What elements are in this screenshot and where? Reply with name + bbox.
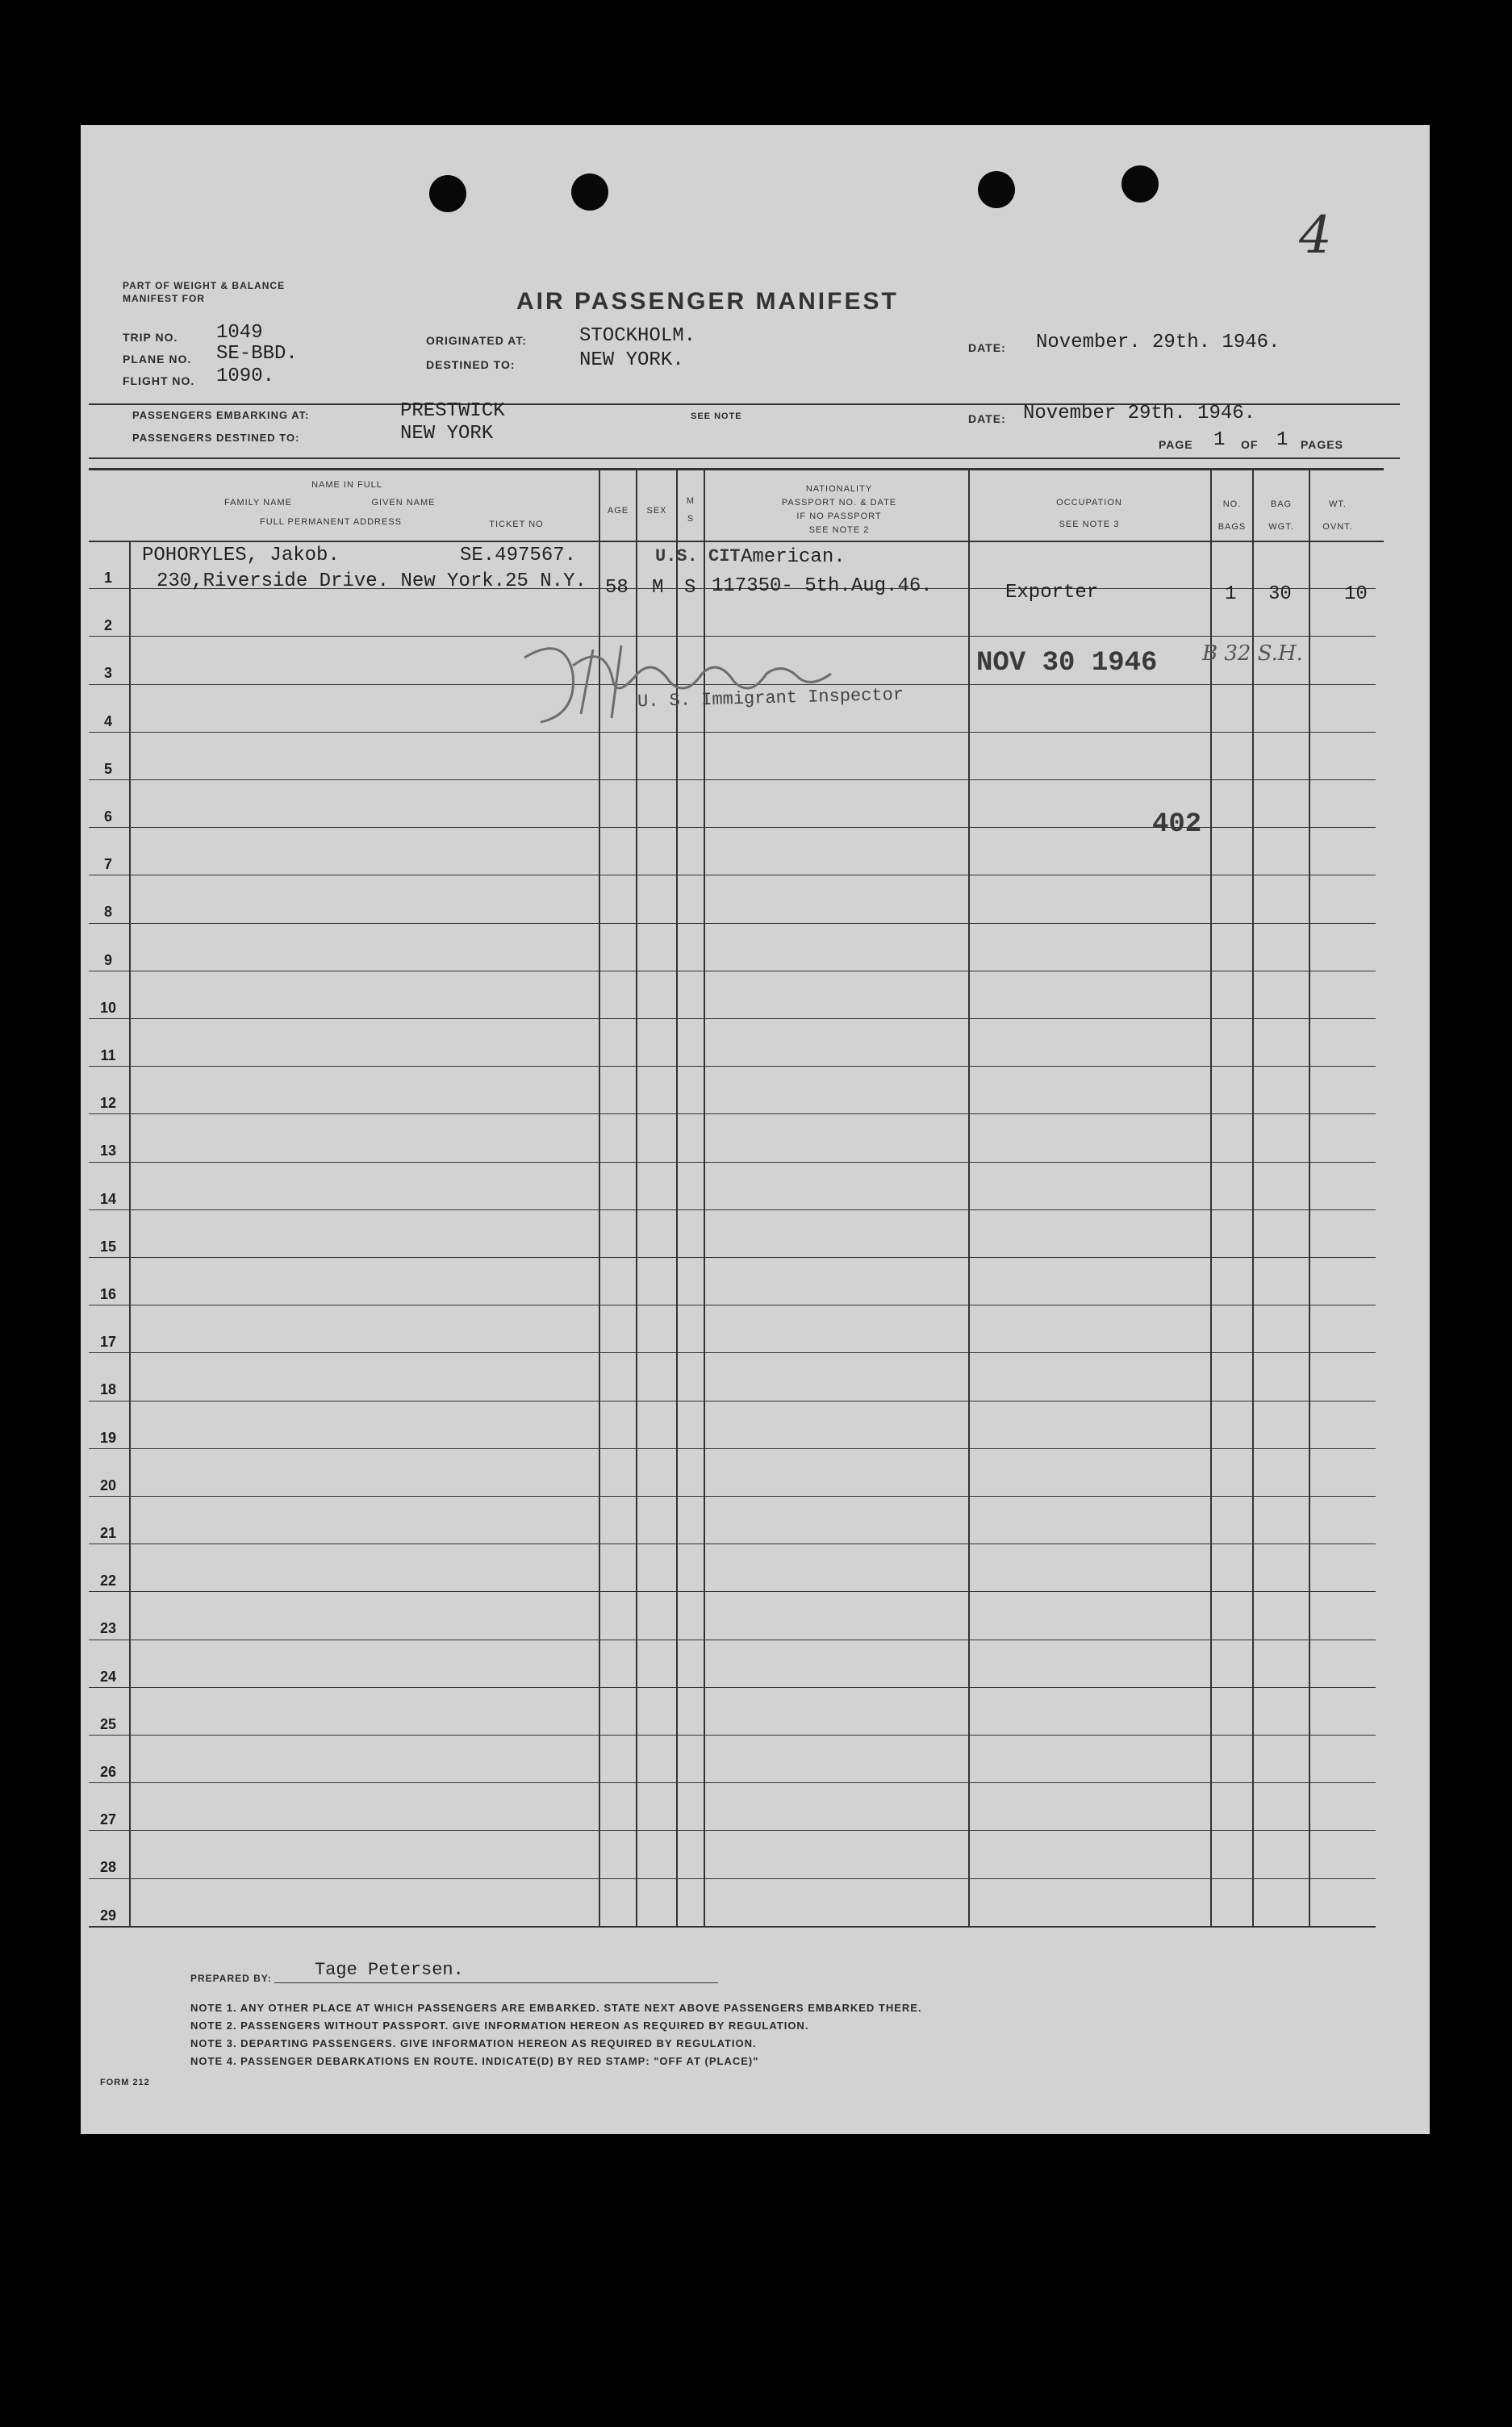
col-age: AGE: [607, 506, 629, 516]
flight-value: 1090.: [216, 366, 275, 387]
col-see-note-3: SEE NOTE 3: [1059, 520, 1120, 529]
passenger-bag-wgt: 30: [1268, 583, 1292, 605]
row-number: 17: [99, 1334, 117, 1350]
passenger-age: 58: [605, 577, 629, 599]
of-label: OF: [1241, 438, 1259, 451]
row-number: 6: [103, 808, 112, 825]
row-rule: [89, 1782, 1376, 1783]
page-mark: 4: [1299, 206, 1332, 265]
row-number: 2: [103, 617, 112, 633]
punch-hole: [571, 173, 608, 211]
row-number: 23: [99, 1620, 117, 1636]
col-no: NO.: [1222, 499, 1242, 509]
col-if-no-passport: IF NO PASSPORT: [796, 512, 882, 521]
row-number: 10: [99, 1000, 117, 1016]
flight-label: FLIGHT NO.: [123, 374, 195, 387]
col-passport: PASSPORT NO. & DATE: [781, 498, 897, 508]
row-number: 22: [99, 1573, 117, 1589]
prepared-label: PREPARED BY:: [190, 1973, 272, 1984]
destined-to-value: NEW YORK: [400, 423, 494, 445]
row-rule: [89, 1352, 1376, 1353]
col-sex: SEX: [646, 506, 667, 516]
row-number: 20: [99, 1477, 117, 1493]
col-name-in-full: NAME IN FULL: [311, 480, 382, 490]
col-see-note-2: SEE NOTE 2: [808, 525, 870, 535]
row-number: 7: [103, 856, 112, 872]
row-number: 25: [99, 1716, 117, 1732]
row-number: 26: [99, 1764, 117, 1780]
row-number: 16: [99, 1286, 117, 1302]
col-s: S: [687, 514, 695, 524]
col-divider: [1252, 470, 1254, 1926]
table-header-rule: [89, 541, 1384, 542]
row-rule: [89, 1735, 1376, 1736]
originated-value: STOCKHOLM.: [579, 325, 696, 347]
row-number: 15: [99, 1239, 117, 1255]
col-wgt: WGT.: [1268, 522, 1294, 532]
pages-label: PAGES: [1301, 438, 1343, 451]
of-value: 1: [1276, 429, 1289, 451]
row-rule: [89, 1162, 1376, 1163]
row-number: 4: [103, 713, 112, 729]
plane-label: PLANE NO.: [123, 353, 192, 366]
passenger-name: POHORYLES, Jakob.: [142, 545, 340, 566]
row-number: 28: [99, 1859, 117, 1875]
col-nationality: NATIONALITY: [805, 484, 873, 494]
row-rule: [89, 1878, 1376, 1879]
row-number: 3: [103, 665, 112, 681]
trip-label: TRIP NO.: [123, 331, 178, 344]
passenger-address: 230,Riverside Drive. New York.25 N.Y.: [157, 570, 587, 592]
col-occupation: OCCUPATION: [1056, 498, 1122, 508]
passenger-occupation: Exporter: [1005, 582, 1099, 604]
row-rule: [89, 1066, 1376, 1067]
row-rule: [89, 1496, 1376, 1497]
part-label-1: PART OF WEIGHT & BALANCE: [123, 280, 286, 291]
col-family-name: FAMILY NAME: [224, 498, 292, 508]
row-number: 11: [100, 1047, 116, 1063]
date2-label: DATE:: [968, 412, 1006, 425]
passenger-sex: M: [652, 577, 664, 599]
note-2: NOTE 2. PASSENGERS WITHOUT PASSPORT. GIVE INFORMATION HEREON AS REQUIRED BY REGULATION.: [190, 2020, 809, 2032]
row-rule: [89, 1257, 1376, 1258]
trip-value: 1049: [216, 322, 263, 344]
destined-label: DESTINED TO:: [426, 358, 516, 371]
page-label: PAGE: [1159, 438, 1193, 451]
row-rule: [89, 732, 1376, 733]
punch-hole: [978, 171, 1015, 208]
row-rule: [89, 1830, 1376, 1831]
manifest-sheet: [81, 125, 1430, 2134]
col-divider: [1210, 470, 1212, 1926]
note-3: NOTE 3. DEPARTING PASSENGERS. GIVE INFORMATION HEREON AS REQUIRED BY REGULATION.: [190, 2037, 757, 2049]
table-top-rule: [89, 468, 1384, 470]
date-stamp: NOV 30 1946: [976, 648, 1158, 679]
plane-value: SE-BBD.: [216, 343, 298, 365]
originated-label: ORIGINATED AT:: [426, 334, 527, 347]
row-number: 18: [99, 1381, 117, 1397]
row-number: 27: [99, 1811, 117, 1828]
row-number: 19: [99, 1430, 117, 1446]
see-note: SEE NOTE: [691, 411, 742, 421]
date-value: November. 29th. 1946.: [1036, 332, 1280, 353]
row-rule: [89, 1209, 1376, 1210]
page-value: 1: [1213, 429, 1226, 451]
row-rule: [89, 1448, 1376, 1449]
number-stamp: 402: [1152, 809, 1202, 840]
row-number: 29: [99, 1907, 117, 1924]
table-bottom-rule: [89, 1926, 1376, 1928]
embarking-value: PRESTWICK: [400, 400, 505, 422]
col-ticket-no: TICKET NO: [489, 520, 544, 529]
col-ovnt: OVNT.: [1322, 522, 1353, 532]
date2-value: November 29th. 1946.: [1023, 403, 1256, 424]
date-label: DATE:: [968, 341, 1006, 354]
passenger-bags: 1: [1225, 583, 1237, 605]
note-1: NOTE 1. ANY OTHER PLACE AT WHICH PASSENGERS ARE EMBARKED. STATE NEXT ABOVE PASSENGERS EMBARKED THERE.: [190, 2002, 922, 2014]
part-label-2: MANIFEST FOR: [123, 293, 205, 304]
inspector-signature: [516, 625, 871, 730]
row-rule: [89, 1113, 1376, 1114]
row-rule: [89, 1018, 1376, 1019]
destined-to-label: PASSENGERS DESTINED TO:: [132, 432, 300, 444]
col-divider: [129, 541, 131, 1926]
col-divider: [968, 470, 970, 1926]
passenger-passport: 117350- 5th.Aug.46.: [712, 575, 933, 597]
initials: B 32 S.H.: [1202, 641, 1303, 666]
form-number: FORM 212: [100, 2078, 150, 2087]
row-number: 5: [103, 761, 112, 777]
rule: [89, 457, 1400, 459]
note-4: NOTE 4. PASSENGER DEBARKATIONS EN ROUTE. INDICATE(D) BY RED STAMP: "OFF AT (PLACE)": [190, 2055, 759, 2067]
passenger-nationality: American.: [741, 546, 846, 568]
row-number: 14: [99, 1191, 117, 1207]
row-number: 13: [99, 1142, 117, 1159]
passenger-ticket: SE.497567.: [460, 545, 577, 566]
col-full-address: FULL PERMANENT ADDRESS: [259, 517, 403, 527]
passenger-marital: S: [684, 577, 696, 599]
col-bags: BAGS: [1218, 522, 1247, 532]
destined-value: NEW YORK.: [579, 349, 684, 371]
col-wt: WT.: [1329, 499, 1347, 509]
prepared-underline: [274, 1982, 718, 1983]
col-given-name: GIVEN NAME: [371, 498, 436, 508]
citizenship-stamp: U.S. CIT: [655, 546, 741, 566]
row-number: 8: [103, 904, 112, 920]
prepared-value: Tage Petersen.: [315, 1960, 464, 1980]
col-divider: [1309, 470, 1310, 1926]
row-rule: [89, 923, 1376, 924]
row-number: 1: [103, 570, 112, 586]
passenger-wt-ovnt: 10: [1344, 583, 1368, 605]
page-title: AIR PASSENGER MANIFEST: [516, 288, 899, 315]
row-number: 9: [103, 952, 112, 968]
row-number: 12: [99, 1095, 117, 1111]
row-rule: [89, 779, 1376, 780]
punch-hole: [1121, 165, 1159, 203]
row-rule: [89, 1591, 1376, 1592]
col-m: M: [686, 496, 695, 506]
embarking-label: PASSENGERS EMBARKING AT:: [132, 409, 310, 421]
row-number: 24: [99, 1669, 117, 1685]
row-number: 21: [99, 1525, 117, 1541]
inspector-title: U. S. Immigrant Inspector: [637, 684, 904, 712]
punch-hole: [429, 175, 466, 212]
row-rule: [89, 1687, 1376, 1688]
col-bag: BAG: [1270, 499, 1293, 509]
